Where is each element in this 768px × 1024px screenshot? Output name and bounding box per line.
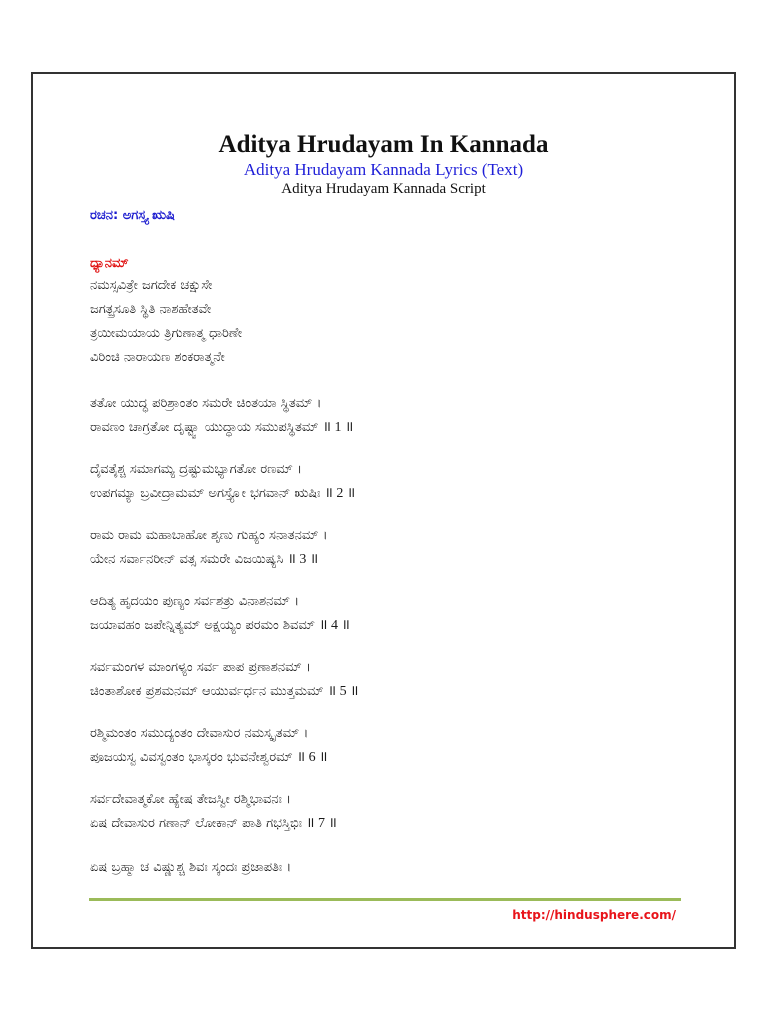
- verse-line: [90, 680, 359, 704]
- verse-line: ವಿರಿಂಚಿ ನಾರಾಯಣ ಶಂಕರಾತ್ಮನೇ: [90, 350, 225, 365]
- document-page: [31, 72, 736, 949]
- verse-text: ಜಯಾವಹಂ ಜಪೇನ್ನಿತ್ಯಮ್ ಅಕ್ಷಯ್ಯಂ ಪರಮಂ ಶಿವಮ್: [90, 618, 315, 633]
- page-subtitle: Aditya Hrudayam Kannada Lyrics (Text): [243, 160, 524, 179]
- verse-number: ॥ 1 ॥: [322, 420, 354, 435]
- verse-line: ತತೋ ಯುದ್ಧ ಪರಿಶ್ರಾಂತಂ ಸಮರೇ ಚಿಂತಯಾ ಸ್ಥಿತಮ್ ।: [90, 396, 322, 411]
- dhyanam-verse: [90, 274, 242, 370]
- verse-7: [90, 788, 337, 836]
- document-header: [33, 130, 734, 199]
- verse-1: [90, 392, 353, 440]
- website-link[interactable]: http://hindusphere.com/: [512, 908, 676, 922]
- verse-line: ಆದಿತ್ಯ ಹೃದಯಂ ಪುಣ್ಯಂ ಸರ್ವಶತ್ರು ವಿನಾಶನಮ್ ।: [90, 594, 300, 609]
- verse-text: ರಾವಣಂ ಚಾಗ್ರತೋ ದೃಷ್ಟ್ವಾ ಯುದ್ಧಾಯ ಸಮುಪಸ್ಥಿತಮ್: [90, 420, 319, 435]
- verse-text: ಉಪಗಮ್ಯಾ ಬ್ರವೀದ್ರಾಮಮ್ ಅಗಸ್ತ್ಯೋ ಭಗವಾನ್ ಋಷಿಃ: [90, 486, 321, 501]
- verse-line: ರಾಮ ರಾಮ ಮಹಾಬಾಹೋ ಶೃಣು ಗುಹ್ಯಂ ಸನಾತನಮ್ ।: [90, 528, 328, 543]
- verse-number: ॥ 4 ॥: [319, 618, 350, 633]
- verse-number: ॥ 5 ॥: [327, 684, 359, 699]
- footer-divider: [89, 898, 681, 901]
- verse-line: [90, 746, 328, 770]
- verse-line: [90, 482, 355, 506]
- page-title: Aditya Hrudayam In Kannada: [218, 131, 549, 158]
- verse-text: ಏಷ ದೇವಾಸುರ ಗಣಾನ್ ಲೋಕಾನ್ ಪಾತಿ ಗಭಸ್ತಿಭಿಃ: [90, 816, 302, 831]
- verse-4: [90, 590, 350, 638]
- verse-8: [90, 856, 291, 880]
- verse-line: ಸರ್ವದೇವಾತ್ಮಕೋ ಹ್ಯೇಷ ತೇಜಸ್ವೀ ರಶ್ಮಿಭಾವನಃ ।: [90, 792, 291, 807]
- verse-line: ಸರ್ವಮಂಗಳ ಮಾಂಗಳ್ಯಂ ಸರ್ವ ಪಾಪ ಪ್ರಣಾಶನಮ್ ।: [90, 660, 311, 675]
- verse-5: [90, 656, 359, 704]
- verse-line: ನಮಸ್ಸವಿತ್ರೇ ಜಗದೇಕ ಚಕ್ಷುಸೇ: [90, 278, 213, 293]
- author-line: ರಚನ: ಅಗಸ್ತ್ಯ ಋಷಿ: [90, 208, 175, 223]
- verse-2: [90, 458, 355, 506]
- verse-number: ॥ 7 ॥: [306, 816, 337, 831]
- verse-text: ಚಿಂತಾಶೋಕ ಪ್ರಶಮನಮ್ ಆಯುರ್ವರ್ಧನ ಮುತ್ತಮಮ್: [90, 684, 324, 699]
- dhyanam-heading: ಧ್ಯಾನಮ್: [90, 256, 129, 271]
- verse-line: [90, 812, 337, 836]
- verse-line: [90, 416, 353, 440]
- verse-line: ಜಗತ್ಪ್ರಸೂತಿ ಸ್ಥಿತಿ ನಾಶಹೇತವೇ: [90, 302, 212, 317]
- verse-number: ॥ 6 ॥: [296, 750, 328, 765]
- verse-number: ॥ 3 ॥: [287, 552, 319, 567]
- verse-line: [90, 548, 328, 572]
- verse-line: ತ್ರಯೀಮಯಾಯ ತ್ರಿಗುಣಾತ್ಮ ಧಾರಿಣೇ: [90, 326, 243, 341]
- script-label: Aditya Hrudayam Kannada Script: [281, 181, 486, 197]
- verse-line: ಏಷ ಬ್ರಹ್ಮಾ ಚ ವಿಷ್ಣುಶ್ಚ ಶಿವಃ ಸ್ಕಂದಃ ಪ್ರಜಾಪತಿಃ ।: [90, 860, 292, 875]
- verse-line: ರಶ್ಮಿಮಂತಂ ಸಮುದ್ಯಂತಂ ದೇವಾಸುರ ನಮಸ್ಕೃತಮ್ ।: [90, 726, 309, 741]
- verse-line: [90, 614, 350, 638]
- verse-text: ಯೇನ ಸರ್ವಾನರೀನ್ ವತ್ಸ ಸಮರೇ ವಿಜಯಿಷ್ಯಸಿ: [90, 552, 284, 567]
- verse-line: ದೈವತೈಶ್ಚ ಸಮಾಗಮ್ಯ ದ್ರಷ್ಟುಮಭ್ಯಾಗತೋ ರಣಮ್ ।: [90, 462, 302, 477]
- verse-number: ॥ 2 ॥: [324, 486, 356, 501]
- verse-3: [90, 524, 328, 572]
- verse-6: [90, 722, 328, 770]
- verse-text: ಪೂಜಯಸ್ವ ವಿವಸ್ವಂತಂ ಭಾಸ್ಕರಂ ಭುವನೇಶ್ವರಮ್: [90, 750, 293, 765]
